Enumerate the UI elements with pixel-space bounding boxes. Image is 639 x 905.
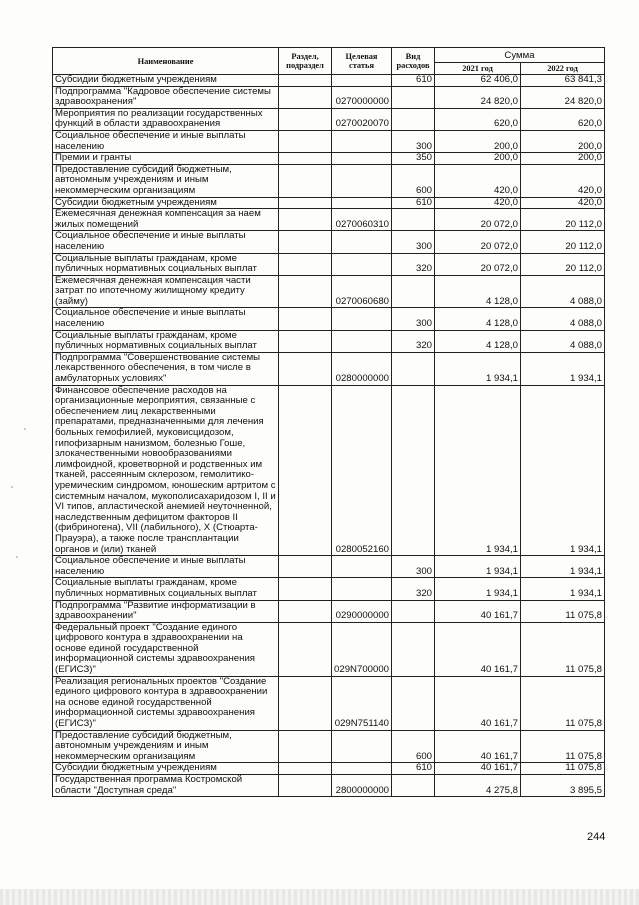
row-sum-2021: 20 072,0	[435, 231, 521, 253]
row-name: Ежемесячная денежная компенсация части затрат по ипотечному жилищному кредиту (займу)	[53, 275, 279, 308]
row-sum-2021: 4 275,8	[435, 775, 521, 797]
row-sum-2021: 4 128,0	[435, 275, 521, 308]
row-kind	[392, 86, 435, 108]
header-year-2021: 2021 год	[435, 63, 521, 75]
row-name: Субсидии бюджетным учреждениям	[53, 197, 279, 209]
row-sum-2022: 4 088,0	[521, 308, 605, 330]
row-sum-2021: 62 406,0	[435, 75, 521, 87]
row-sum-2022: 24 820,0	[521, 86, 605, 108]
row-section	[279, 130, 332, 152]
row-sum-2021: 1 934,1	[435, 578, 521, 600]
row-section	[279, 556, 332, 578]
row-kind: 320	[392, 330, 435, 352]
table-row	[53, 775, 605, 797]
row-kind: 300	[392, 231, 435, 253]
row-name: Предоставление субсидий бюджетным, автономным учреждениям и иным некоммерческим организациям	[53, 164, 279, 197]
row-sum-2022: 420,0	[521, 164, 605, 197]
header-section: Раздел, подраздел	[279, 48, 332, 75]
row-name: Ежемесячная денежная компенсация за наем жилых помещений	[53, 209, 279, 231]
row-sum-2022: 420,0	[521, 197, 605, 209]
row-kind: 610	[392, 75, 435, 87]
header-target: Целевая статья	[332, 48, 392, 75]
row-section	[279, 231, 332, 253]
table-row	[53, 130, 605, 152]
table-row	[53, 197, 605, 209]
row-sum-2022: 20 112,0	[521, 209, 605, 231]
row-sum-2022: 200,0	[521, 130, 605, 152]
budget-table	[52, 47, 605, 797]
row-section	[279, 86, 332, 108]
row-kind: 320	[392, 578, 435, 600]
row-target: 0270060680	[332, 275, 392, 308]
row-sum-2021: 40 161,7	[435, 622, 521, 676]
row-name: Социальное обеспечение и иные выплаты населению	[53, 556, 279, 578]
row-section	[279, 763, 332, 775]
row-sum-2021: 420,0	[435, 197, 521, 209]
row-kind: 600	[392, 164, 435, 197]
row-section	[279, 75, 332, 87]
row-sum-2022: 11 075,8	[521, 676, 605, 730]
row-sum-2022: 1 934,1	[521, 385, 605, 556]
row-section	[279, 308, 332, 330]
row-target	[332, 308, 392, 330]
row-target	[332, 253, 392, 275]
row-section	[279, 578, 332, 600]
row-sum-2021: 1 934,1	[435, 385, 521, 556]
row-sum-2022: 1 934,1	[521, 352, 605, 385]
row-section	[279, 330, 332, 352]
row-kind	[392, 108, 435, 130]
scan-speck	[24, 428, 26, 430]
row-sum-2021: 420,0	[435, 164, 521, 197]
table-row	[53, 330, 605, 352]
row-kind	[392, 385, 435, 556]
table-row	[53, 209, 605, 231]
row-section	[279, 676, 332, 730]
table-row	[53, 253, 605, 275]
table-row	[53, 578, 605, 600]
row-sum-2022: 4 088,0	[521, 330, 605, 352]
row-kind: 300	[392, 130, 435, 152]
row-sum-2021: 4 128,0	[435, 330, 521, 352]
scan-speck	[16, 556, 18, 558]
row-kind: 350	[392, 153, 435, 165]
page-number: 244	[587, 831, 606, 843]
row-target	[332, 130, 392, 152]
row-target	[332, 75, 392, 87]
header-name: Наименование	[53, 48, 279, 75]
table-row	[53, 622, 605, 676]
row-sum-2022: 11 075,8	[521, 730, 605, 763]
row-sum-2021: 40 161,7	[435, 730, 521, 763]
row-target	[332, 197, 392, 209]
row-section	[279, 253, 332, 275]
row-kind: 300	[392, 308, 435, 330]
row-name: Субсидии бюджетным учреждениям	[53, 75, 279, 87]
table-row	[53, 275, 605, 308]
row-sum-2022: 1 934,1	[521, 556, 605, 578]
table-row	[53, 352, 605, 385]
row-sum-2022: 63 841,3	[521, 75, 605, 87]
row-sum-2022: 1 934,1	[521, 578, 605, 600]
table-row	[53, 108, 605, 130]
row-target: 0270060310	[332, 209, 392, 231]
table-row	[53, 676, 605, 730]
row-section	[279, 275, 332, 308]
row-name: Государственная программа Костромской области "Доступная среда"	[53, 775, 279, 797]
table-row	[53, 556, 605, 578]
row-section	[279, 164, 332, 197]
table-row	[53, 75, 605, 87]
table-row	[53, 164, 605, 197]
row-sum-2022: 20 112,0	[521, 231, 605, 253]
row-target: 0280052160	[332, 385, 392, 556]
row-sum-2021: 200,0	[435, 130, 521, 152]
row-sum-2021: 24 820,0	[435, 86, 521, 108]
row-target: 0290000000	[332, 600, 392, 622]
row-section	[279, 600, 332, 622]
row-name: Реализация региональных проектов "Создание единого цифрового контура в здравоохранении на основе единой государственной информационной системы здравоохранения (ЕГИСЗ)"	[53, 676, 279, 730]
row-name: Подпрограмма "Совершенствование системы лекарственного обеспечения, в том числе в амбулаторных условиях"	[53, 352, 279, 385]
row-sum-2022: 20 112,0	[521, 253, 605, 275]
row-kind	[392, 209, 435, 231]
row-kind: 320	[392, 253, 435, 275]
row-section	[279, 775, 332, 797]
row-sum-2022: 11 075,8	[521, 622, 605, 676]
row-target: 2800000000	[332, 775, 392, 797]
row-section	[279, 622, 332, 676]
row-sum-2022: 4 088,0	[521, 275, 605, 308]
row-name: Федеральный проект "Создание единого цифрового контура в здравоохранении на основе единой государственной информационной системы здравоохранения (ЕГИСЗ)"	[53, 622, 279, 676]
row-target	[332, 153, 392, 165]
header-kind: Вид расходов	[392, 48, 435, 75]
table-row	[53, 600, 605, 622]
header-year-2022: 2022 год	[521, 63, 605, 75]
table-header	[53, 48, 605, 75]
row-section	[279, 385, 332, 556]
row-name: Подпрограмма "Кадровое обеспечение системы здравоохранения"	[53, 86, 279, 108]
scan-bottom-edge	[0, 889, 639, 905]
row-name: Социальные выплаты гражданам, кроме публичных нормативных социальных выплат	[53, 253, 279, 275]
row-target	[332, 330, 392, 352]
table-row	[53, 385, 605, 556]
row-name: Социальные выплаты гражданам, кроме публичных нормативных социальных выплат	[53, 330, 279, 352]
row-target	[332, 231, 392, 253]
row-target: 0270020070	[332, 108, 392, 130]
scan-speck	[11, 486, 13, 488]
row-name: Мероприятия по реализации государственных функций в области здравоохранения	[53, 108, 279, 130]
row-sum-2021: 4 128,0	[435, 308, 521, 330]
row-kind: 300	[392, 556, 435, 578]
table-row	[53, 153, 605, 165]
row-name: Финансовое обеспечение расходов на организационные мероприятия, связанные с обеспечением лиц лекарственными препаратами, предназначенными для лечения больных гемофилией, муковисцидозом, гипофизарным нанизмом, болезнью Гоше, злокачественными новообразованиями лимфоидной, кроветворной и родственных им тканей, рассеянным склерозом, гемолитико-уремическим синдромом, юношеским артритом с системным началом, мукополисахаридозом I, II и VI типов, апластической анемией неуточненной, наследственным дефицитом факторов II (фибриногена), VII (лабильного), X (Стюарта-Прауэра), а также после трансплантации органов и (или) тканей	[53, 385, 279, 556]
row-sum-2021: 620,0	[435, 108, 521, 130]
row-target: 0270000000	[332, 86, 392, 108]
table-row	[53, 763, 605, 775]
row-sum-2022: 620,0	[521, 108, 605, 130]
row-name: Премии и гранты	[53, 153, 279, 165]
row-sum-2022: 11 075,8	[521, 763, 605, 775]
row-sum-2021: 40 161,7	[435, 600, 521, 622]
row-name: Субсидии бюджетным учреждениям	[53, 763, 279, 775]
row-target	[332, 730, 392, 763]
row-target	[332, 556, 392, 578]
row-sum-2021: 1 934,1	[435, 352, 521, 385]
row-target	[332, 164, 392, 197]
row-name: Социальное обеспечение и иные выплаты населению	[53, 308, 279, 330]
row-kind	[392, 622, 435, 676]
row-section	[279, 153, 332, 165]
row-section	[279, 730, 332, 763]
row-target	[332, 578, 392, 600]
row-sum-2021: 20 072,0	[435, 209, 521, 231]
row-sum-2021: 20 072,0	[435, 253, 521, 275]
row-section	[279, 352, 332, 385]
row-name: Социальное обеспечение и иные выплаты населению	[53, 231, 279, 253]
row-target: 0280000000	[332, 352, 392, 385]
row-name: Социальные выплаты гражданам, кроме публичных нормативных социальных выплат	[53, 578, 279, 600]
row-kind: 610	[392, 763, 435, 775]
row-kind	[392, 275, 435, 308]
table-row	[53, 308, 605, 330]
row-sum-2021: 1 934,1	[435, 556, 521, 578]
row-name: Социальное обеспечение и иные выплаты населению	[53, 130, 279, 152]
row-name: Подпрограмма "Развитие информатизации в здравоохранении"	[53, 600, 279, 622]
row-sum-2021: 200,0	[435, 153, 521, 165]
row-kind	[392, 676, 435, 730]
row-kind	[392, 600, 435, 622]
row-sum-2022: 3 895,5	[521, 775, 605, 797]
row-name: Предоставление субсидий бюджетным, автономным учреждениям и иным некоммерческим организациям	[53, 730, 279, 763]
row-sum-2021: 40 161,7	[435, 676, 521, 730]
row-kind: 600	[392, 730, 435, 763]
row-target: 029N751140	[332, 676, 392, 730]
row-sum-2021: 40 161,7	[435, 763, 521, 775]
row-section	[279, 197, 332, 209]
row-section	[279, 108, 332, 130]
table-row	[53, 730, 605, 763]
row-kind: 610	[392, 197, 435, 209]
table-row	[53, 86, 605, 108]
row-kind	[392, 352, 435, 385]
row-kind	[392, 775, 435, 797]
row-target	[332, 763, 392, 775]
row-sum-2022: 200,0	[521, 153, 605, 165]
table-body	[53, 75, 605, 797]
row-sum-2022: 11 075,8	[521, 600, 605, 622]
row-target: 029N700000	[332, 622, 392, 676]
table-row	[53, 231, 605, 253]
header-sum: Сумма	[435, 48, 605, 63]
row-section	[279, 209, 332, 231]
